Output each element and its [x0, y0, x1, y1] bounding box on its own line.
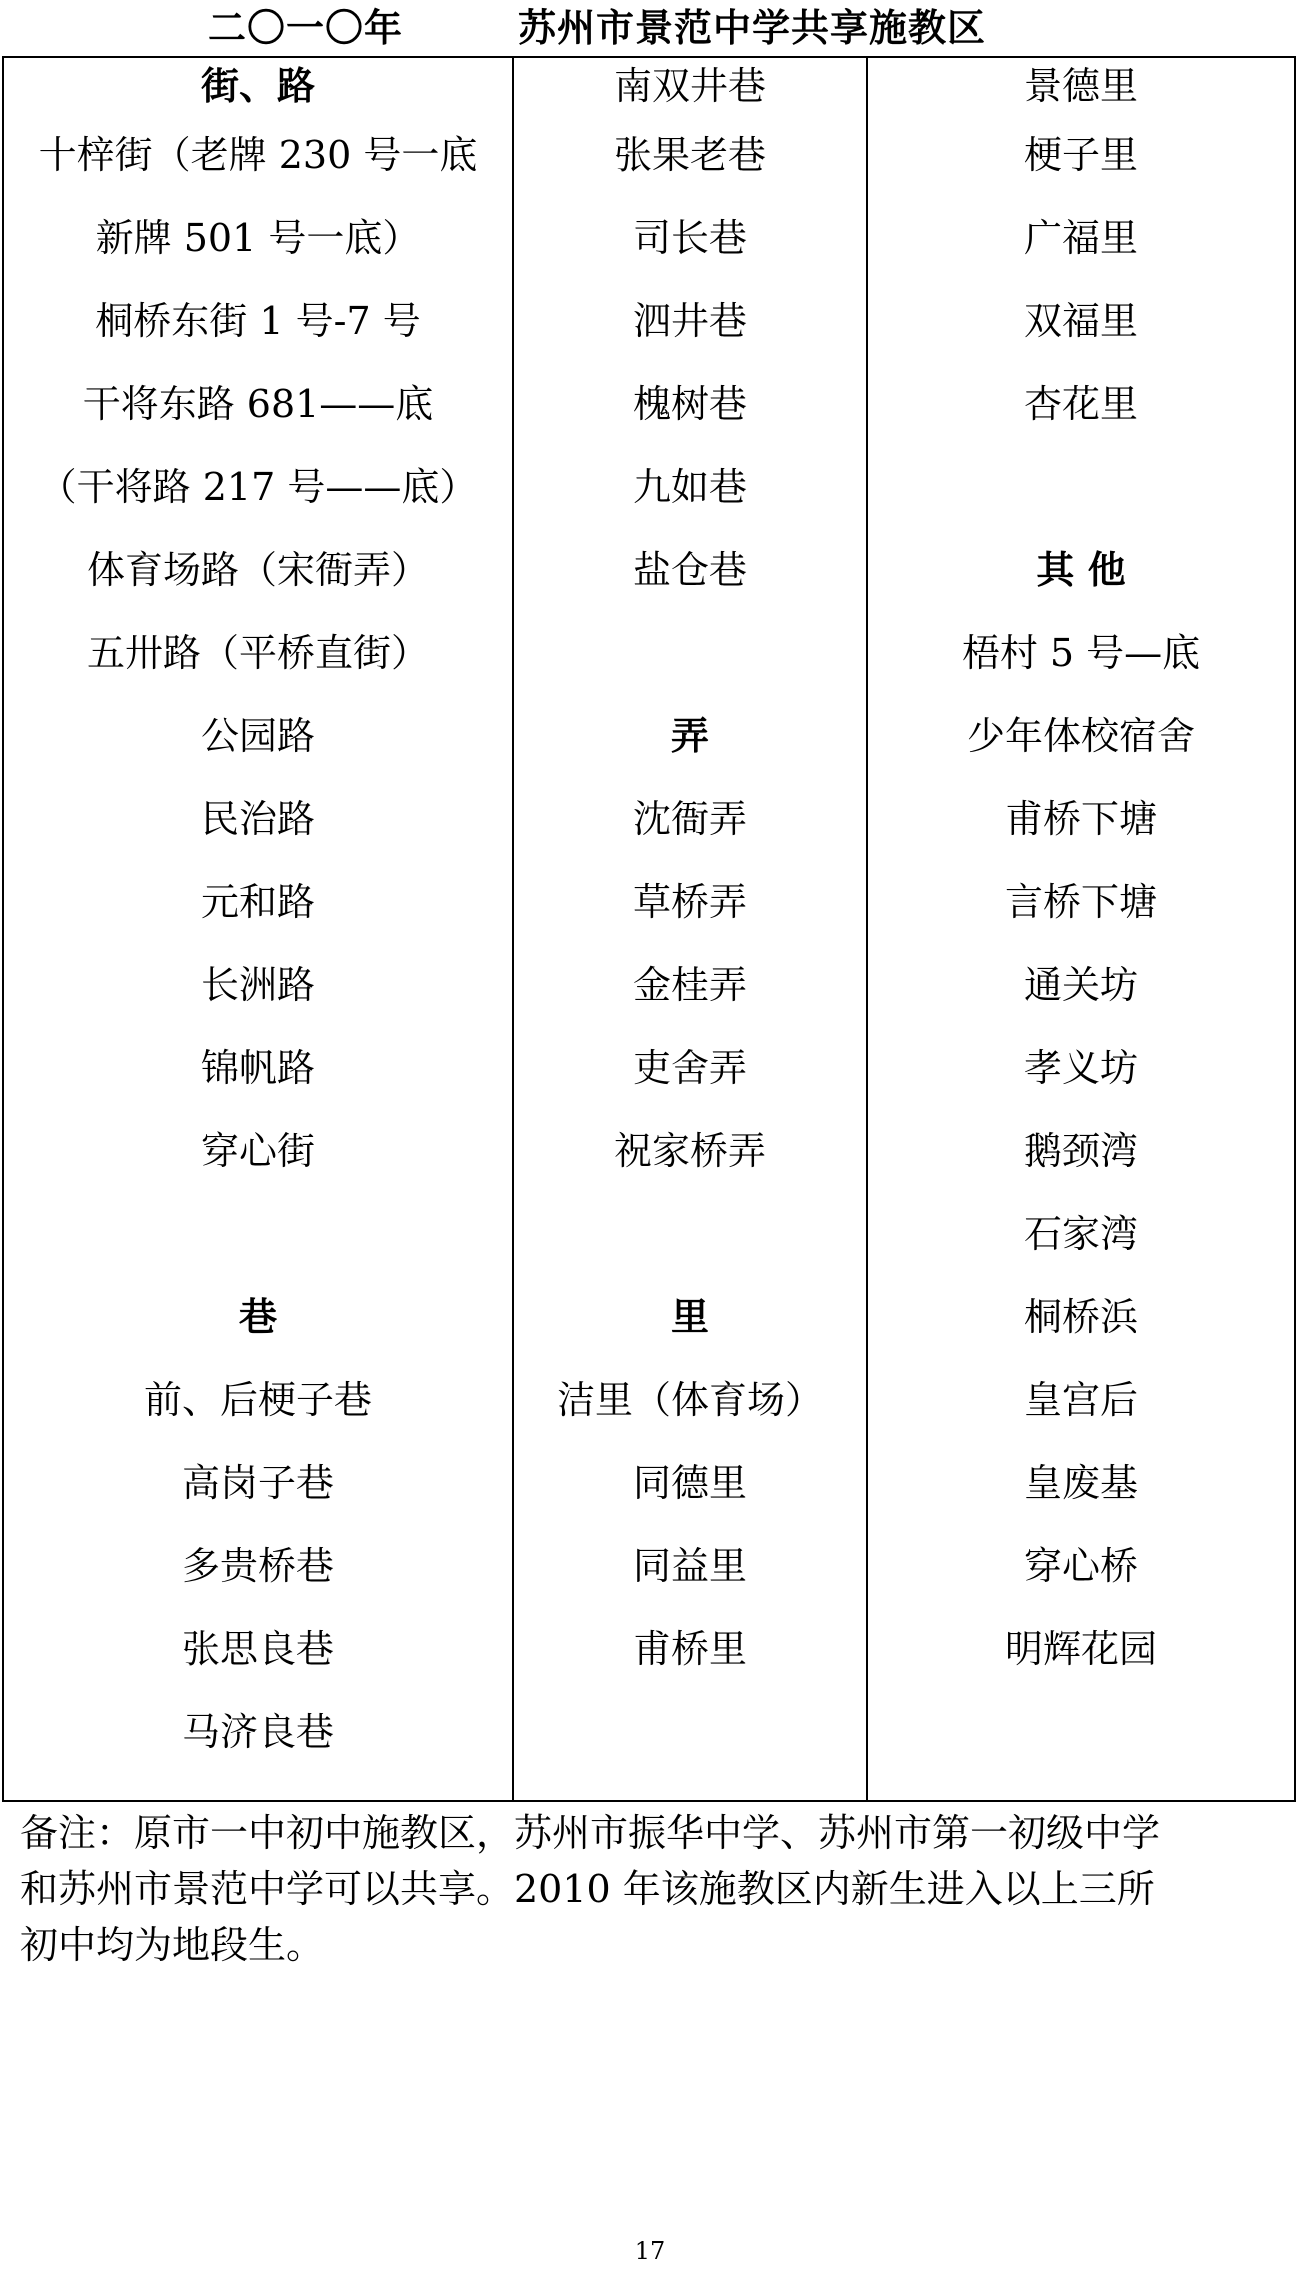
- address-item: 甫桥下塘: [1004, 797, 1157, 841]
- address-item: 皇宫后: [1023, 1378, 1138, 1422]
- address-item: （干将路 217 号——底）: [38, 465, 478, 509]
- address-item: 长洲路: [200, 963, 315, 1007]
- address-item: 祝家桥弄: [613, 1129, 766, 1173]
- address-item: 吏舍弄: [632, 1046, 747, 1090]
- address-item: 洁里（体育场）: [556, 1378, 823, 1422]
- district-table: [2, 56, 1296, 1802]
- address-item: 同益里: [632, 1544, 747, 1588]
- address-item: 前、后梗子巷: [143, 1378, 372, 1422]
- address-item: 皇废基: [1023, 1461, 1138, 1505]
- note-line: 初中均为地段生。: [20, 1923, 325, 1967]
- address-item: 新牌 501 号一底）: [95, 216, 421, 260]
- remark-note: [20, 1805, 1286, 1973]
- address-item: 桐桥浜: [1023, 1295, 1138, 1339]
- address-item: 体育场路（宋衙弄）: [86, 548, 429, 592]
- address-item: 通关坊: [1023, 963, 1138, 1007]
- note-line: 和苏州市景范中学可以共享。2010 年该施教区内新生进入以上三所: [20, 1867, 1155, 1911]
- address-item: 穿心桥: [1023, 1544, 1138, 1588]
- address-item: 司长巷: [632, 216, 747, 260]
- address-item: 九如巷: [632, 465, 747, 509]
- section-heading: 街、路: [200, 64, 315, 108]
- page-title: [0, 0, 1300, 56]
- address-item: 盐仓巷: [632, 548, 747, 592]
- column-streets: [4, 58, 512, 1774]
- address-item: 泗井巷: [632, 299, 747, 343]
- address-item: 杏花里: [1023, 382, 1138, 426]
- address-item: 元和路: [200, 880, 315, 924]
- address-item: 明辉花园: [1004, 1627, 1157, 1671]
- address-item: 广福里: [1023, 216, 1138, 260]
- address-item: 草桥弄: [632, 880, 747, 924]
- column-others: [868, 58, 1294, 1691]
- address-item: 言桥下塘: [1004, 880, 1157, 924]
- address-item: 锦帆路: [200, 1046, 315, 1090]
- column-lanes: [514, 58, 866, 1691]
- section-heading: 巷: [238, 1295, 277, 1339]
- address-item: 张果老巷: [613, 133, 766, 177]
- address-item: 同德里: [632, 1461, 747, 1505]
- address-item: 景德里: [1023, 64, 1138, 108]
- address-item: 金桂弄: [632, 963, 747, 1007]
- address-item: 槐树巷: [632, 382, 747, 426]
- address-item: 马济良巷: [181, 1710, 334, 1754]
- address-item: 张思良巷: [181, 1627, 334, 1671]
- section-heading: 弄: [670, 714, 709, 758]
- address-item: 少年体校宿舍: [966, 714, 1195, 758]
- address-item: 石家湾: [1023, 1212, 1138, 1256]
- address-item: [514, 1193, 866, 1276]
- address-item: [868, 446, 1294, 529]
- section-heading: 其 他: [1036, 548, 1126, 592]
- address-item: 梗子里: [1023, 133, 1138, 177]
- page-number: 17: [634, 2237, 666, 2265]
- title-name: 苏州市景范中学共享施教区: [518, 6, 987, 50]
- note-line: 备注：原市一中初中施教区，苏州市振华中学、苏州市第一初级中学: [20, 1811, 1161, 1855]
- address-item: 民治路: [200, 797, 315, 841]
- address-item: 沈衙弄: [632, 797, 747, 841]
- address-item: [4, 1193, 512, 1276]
- address-item: 南双井巷: [613, 64, 766, 108]
- address-item: [514, 612, 866, 695]
- address-item: 鹅颈湾: [1023, 1129, 1138, 1173]
- title-year: 二〇一〇年: [208, 6, 404, 50]
- address-item: 干将东路 681——底: [82, 382, 434, 426]
- address-item: 多贵桥巷: [181, 1544, 334, 1588]
- address-item: 桐桥东街 1 号-7 号: [95, 299, 421, 343]
- address-item: 甫桥里: [632, 1627, 747, 1671]
- address-item: 高岗子巷: [181, 1461, 334, 1505]
- address-item: 十梓街（老牌 230 号一底: [38, 133, 478, 177]
- address-item: 五卅路（平桥直街）: [86, 631, 429, 675]
- address-item: 梧村 5 号—底: [961, 631, 1201, 675]
- section-heading: 里: [670, 1295, 709, 1339]
- address-item: 孝义坊: [1023, 1046, 1138, 1090]
- address-item: 穿心街: [200, 1129, 315, 1173]
- address-item: 公园路: [200, 714, 315, 758]
- address-item: 双福里: [1023, 299, 1138, 343]
